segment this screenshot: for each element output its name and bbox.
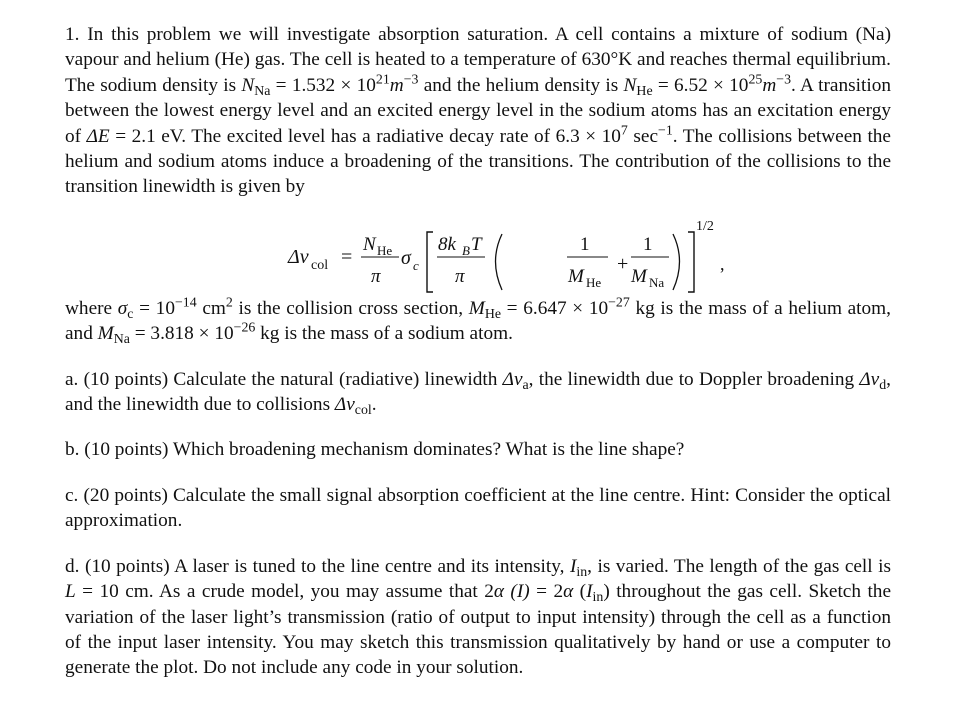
formula-plus: + bbox=[617, 252, 629, 275]
formula-right-bracket bbox=[688, 232, 694, 292]
formula-left-paren bbox=[496, 234, 503, 290]
formula-equals: = bbox=[341, 245, 353, 268]
problem-number: 1. bbox=[65, 24, 80, 45]
formula-sigma: σ bbox=[401, 246, 411, 269]
formula-n-he: N bbox=[363, 233, 376, 255]
formula-graphic bbox=[65, 208, 891, 296]
problem-page bbox=[65, 22, 891, 681]
formula-definitions: where $\sigma_c = 10^{-14}$ $cm^2$ is the collision cross section, $M_{He} = 6.647 \times 10^{-27}$ kg is the mass of a helium atom, and $M_{Na} = 3.818 \times 10^{-26}$ kg is the mass of a sodium atom. bbox=[65, 295, 891, 348]
formula-m-he: M bbox=[568, 265, 584, 287]
formula-sigma-sub: c bbox=[413, 257, 419, 273]
formula-left-bracket bbox=[427, 232, 433, 292]
formula-comma: , bbox=[720, 253, 725, 274]
formula-lhs-sub: col bbox=[311, 257, 329, 273]
formula-right-paren bbox=[673, 234, 680, 290]
formula-lhs: Δν bbox=[288, 245, 309, 268]
formula-pi-2: π bbox=[455, 265, 465, 287]
part-b: b. (10 points) Which broadening mechanism dominates? What is the line shape? bbox=[65, 439, 685, 461]
formula-8kb: 8k bbox=[438, 233, 456, 255]
formula-one-2: 1 bbox=[643, 233, 653, 255]
collision-linewidth-formula bbox=[65, 208, 891, 296]
formula-n-he-sub: He bbox=[377, 242, 393, 258]
problem-intro: 1. In this problem we will investigate absorption saturation. A cell contains a mixture of sodium (Na) vapour and helium (He) gas. The cell is heated to a temperature of 630°K and reaches thermal equilibrium. The sodium density is $N_{Na} = 1.532 \times 10^{21}m^{-3}$ and the helium density is $N_{He} = 6.52 \times 10^{25}m^{-3}$. A transition between the lowest energy level and an excited energy level in the sodium atoms has an excitation energy of ΔE = 2.1 eV. The excited level has a radiative decay rate of $6.3 \times 10^7$ $\sec^{-1}$. The collisions between the helium and sodium atoms induce a broadening of the transitions. The contribution of the collisions to the transition linewidth is given by bbox=[65, 24, 891, 198]
formula-m-na-sub: Na bbox=[649, 274, 665, 290]
part-d: d. (10 points) A laser is tuned to the line centre and its intensity, $I_{in}$, is varied. The length of the gas cell is L = 10 cm. As a crude model, you may assume that 2α (I) = 2α $(I_{in})$ throughout the gas cell. Sketch the variation of the laser light’s transmission (ratio of output to input intensity) through the cell as a function of the input laser intensity. You may sketch this transmission qualitatively by hand or use a computer to generate the plot. Do not include any code in your solution. bbox=[65, 555, 892, 679]
formula-kb-sub: B bbox=[462, 242, 470, 258]
part-c: c. (20 points) Calculate the small signal absorption coefficient at the line centre. Hint: Consider the optical approximation. bbox=[65, 484, 891, 532]
formula-one-1: 1 bbox=[580, 233, 590, 255]
formula-power: 1/2 bbox=[696, 218, 714, 234]
formula-t: T bbox=[471, 233, 482, 255]
part-a: a. (10 points) Calculate the natural (radiative) linewidth $\Delta\nu_a$, the linewidth due to Doppler broadening $\Delta\nu_d$, and the linewidth due to collisions $\Delta\nu_{col}$. bbox=[65, 368, 891, 418]
formula-pi-1: π bbox=[371, 265, 381, 287]
formula-m-na: M bbox=[631, 265, 647, 287]
formula-m-he-sub: He bbox=[586, 274, 602, 290]
